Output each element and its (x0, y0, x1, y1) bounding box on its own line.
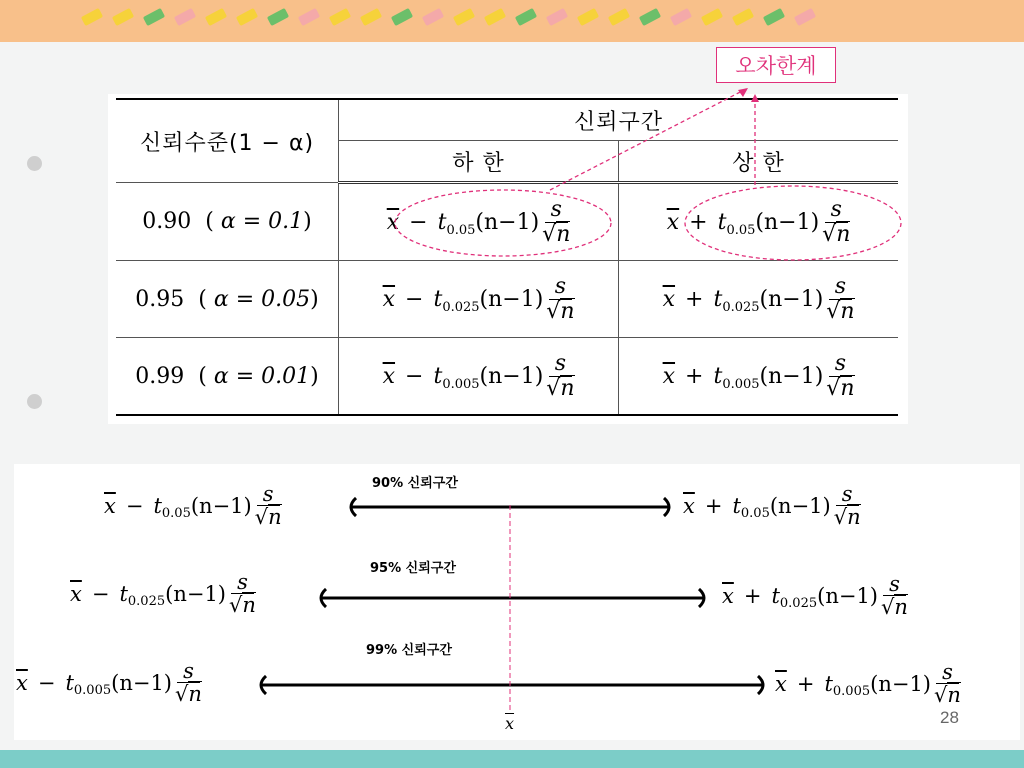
confidence-level-cell: 0.95 ( α = 0.05) (116, 261, 339, 338)
diagram-upper-95: $\overline{x}$ + t 0.025 (n−1) $\frac{s}{√n}$ (722, 572, 908, 619)
upper-limit-cell: $\overline{x}$ + t 0.005 (n−1) $\frac{s}{√n}$ (619, 338, 898, 416)
confidence-level-cell: 0.90 ( α = 0.1) (116, 183, 339, 261)
lower-limit-header: 하 한 (339, 141, 619, 183)
error-margin-callout: 오차한계 (716, 47, 836, 83)
lower-limit-cell: $\overline{x}$ − t 0.05 (n−1) $\frac{s}{√n}$ (339, 183, 619, 261)
diagram-lower-95: $\overline{x}$ − t 0.025 (n−1) $\frac{s}{√n}$ (70, 570, 256, 617)
confidence-level-header: 신뢰수준(1 − α) (116, 99, 339, 183)
upper-limit-cell: $\overline{x}$ + t 0.025 (n−1) $\frac{s}{√n}$ (619, 261, 898, 338)
interval-label-99: 99% 신뢰구간 (366, 643, 452, 658)
confidence-interval-header: 신뢰구간 (339, 99, 899, 141)
diagram-lower-90: $\overline{x}$ − t 0.05 (n−1) $\frac{s}{√n}$ (104, 482, 282, 529)
page-number: 28 (940, 708, 959, 727)
interval-label-95: 95% 신뢰구간 (370, 561, 456, 576)
lower-limit-cell: $\overline{x}$ − t 0.005 (n−1) $\frac{s}{√n}$ (339, 338, 619, 416)
interval-label-90: 90% 신뢰구간 (372, 476, 458, 491)
upper-limit-header: 상 한 (619, 141, 898, 183)
diagram-upper-99: $\overline{x}$ + t 0.005 (n−1) $\frac{s}{√n}$ (775, 660, 961, 707)
sample-mean-label: $\overline{x}$ (505, 714, 515, 733)
bottom-bar (0, 750, 1024, 768)
confidence-level-cell: 0.99 ( α = 0.01) (116, 338, 339, 416)
diagram-upper-90: $\overline{x}$ + t 0.05 (n−1) $\frac{s}{√n}$ (683, 482, 861, 529)
upper-limit-cell: $\overline{x}$ + t 0.05 (n−1) $\frac{s}{√n}$ (619, 183, 898, 261)
diagram-lower-99: $\overline{x}$ − t 0.005 (n−1) $\frac{s}{√n}$ (16, 659, 202, 706)
lower-limit-cell: $\overline{x}$ − t 0.025 (n−1) $\frac{s}{√n}$ (339, 261, 619, 338)
